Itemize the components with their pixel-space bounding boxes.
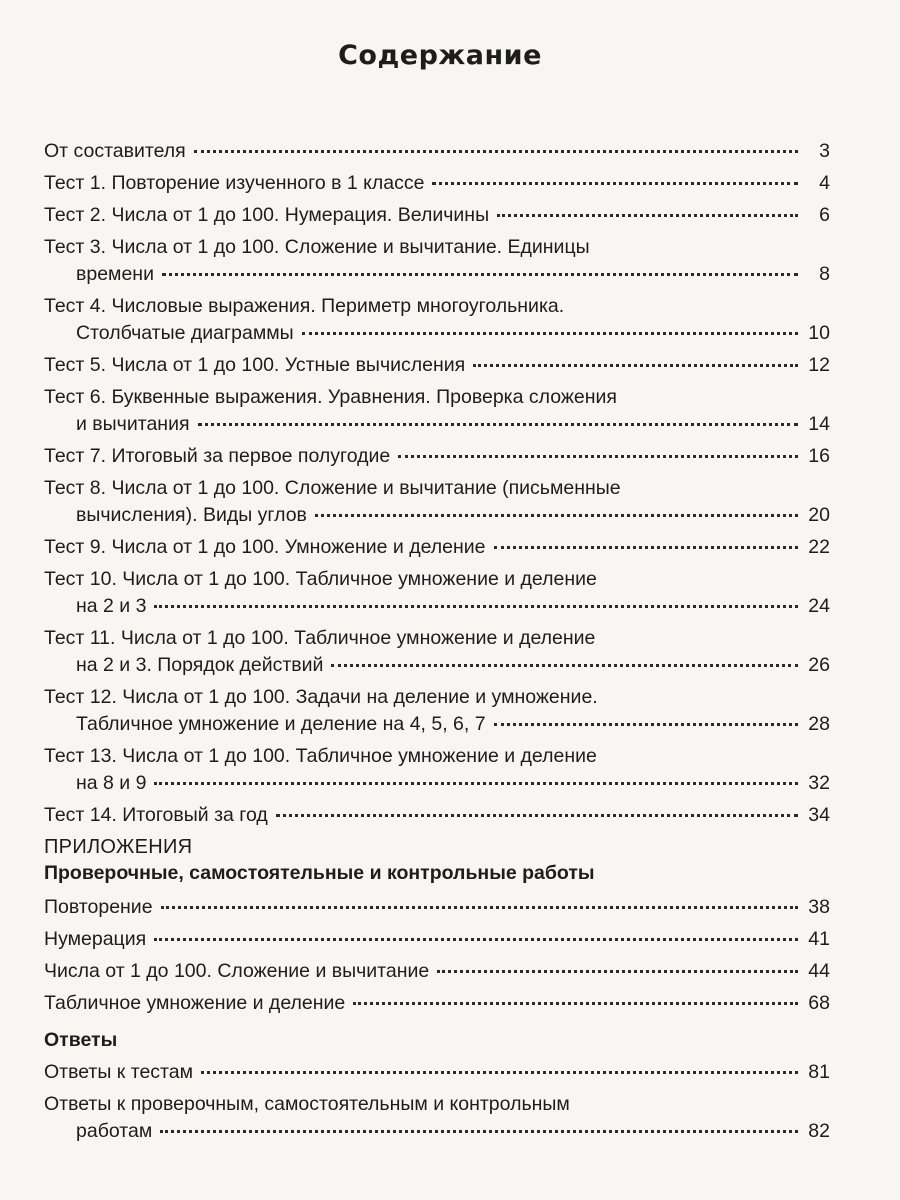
dot-leader xyxy=(497,214,798,217)
toc-entry-page: 3 xyxy=(819,140,830,162)
toc-entry-page: 12 xyxy=(808,354,830,376)
toc-entry-title-line2: времени xyxy=(76,263,154,285)
dot-leader xyxy=(154,938,798,941)
dot-leader xyxy=(432,182,798,185)
toc-entry-title: Тест 7. Итоговый за первое полугодие xyxy=(44,445,391,467)
toc-entry-test-13 xyxy=(44,743,830,797)
toc-entry-title-line2: на 2 и 3 xyxy=(76,595,147,617)
appendix-entry-numeration xyxy=(44,926,830,953)
appendix-entry-addition xyxy=(44,958,830,985)
toc-entry-title-line1: Тест 12. Числа от 1 до 100. Задачи на деление и умножение. xyxy=(44,686,598,708)
toc-entry-title-line1: Ответы к проверочным, самостоятельным и контрольным xyxy=(44,1093,570,1115)
toc-entry-page: 38 xyxy=(808,896,830,918)
dot-leader xyxy=(494,723,798,726)
toc-entry-page: 28 xyxy=(808,713,830,735)
toc-entry-test-8 xyxy=(44,475,830,529)
toc-entry-test-14 xyxy=(44,802,830,829)
toc-entry-title-line1: Тест 8. Числа от 1 до 100. Сложение и вычитание (письменные xyxy=(44,477,621,499)
toc-entry-test-5 xyxy=(44,352,830,379)
page-title: Содержание xyxy=(338,40,542,71)
appendix-heading: ПРИЛОЖЕНИЯ xyxy=(44,836,193,858)
dot-leader xyxy=(353,1002,798,1005)
dot-leader xyxy=(315,514,798,517)
toc-entry-title: Табличное умножение и деление xyxy=(44,992,346,1014)
toc-entry-test-3 xyxy=(44,234,830,288)
answers-heading: Ответы xyxy=(44,1029,118,1051)
toc-entry-title-line1: Тест 4. Числовые выражения. Периметр многоугольника. xyxy=(44,295,565,317)
toc-entry-title: Тест 1. Повторение изученного в 1 классе xyxy=(44,172,425,194)
toc-entry-test-12 xyxy=(44,684,830,738)
toc-entry-page: 14 xyxy=(808,413,830,435)
dot-leader xyxy=(398,455,798,458)
toc-entry-title-line2: вычисления). Виды углов xyxy=(76,504,307,526)
dot-leader xyxy=(154,605,798,608)
toc-entry-title-line2: Табличное умножение и деление на 4, 5, 6, 7 xyxy=(76,713,486,735)
answers-entry-tests xyxy=(44,1059,830,1086)
toc-entry-title-line2: Столбчатые диаграммы xyxy=(76,322,294,344)
toc-entry-title-line2: на 8 и 9 xyxy=(76,772,147,794)
toc-entry-page: 32 xyxy=(808,772,830,794)
toc-entry-page: 34 xyxy=(808,804,830,826)
toc-entry-page: 82 xyxy=(808,1120,830,1142)
toc-entry-title: Тест 9. Числа от 1 до 100. Умножение и деление xyxy=(44,536,486,558)
toc-entry-title-line1: Тест 11. Числа от 1 до 100. Табличное умножение и деление xyxy=(44,627,596,649)
toc-entry-page: 20 xyxy=(808,504,830,526)
toc-entry-title: Тест 5. Числа от 1 до 100. Устные вычисления xyxy=(44,354,466,376)
toc-entry-page: 4 xyxy=(819,172,830,194)
table-of-contents xyxy=(44,138,830,1150)
toc-entry-intro xyxy=(44,138,830,165)
toc-entry-title: Числа от 1 до 100. Сложение и вычитание xyxy=(44,960,430,982)
toc-entry-title-line1: Тест 13. Числа от 1 до 100. Табличное умножение и деление xyxy=(44,745,597,767)
toc-entry-test-9 xyxy=(44,534,830,561)
toc-entry-title: Тест 2. Числа от 1 до 100. Нумерация. Величины xyxy=(44,204,490,226)
dot-leader xyxy=(194,150,798,153)
toc-entry-title: Повторение xyxy=(44,896,153,918)
toc-entry-test-7 xyxy=(44,443,830,470)
toc-entry-test-1 xyxy=(44,170,830,197)
toc-entry-page: 16 xyxy=(808,445,830,467)
dot-leader xyxy=(162,273,798,276)
toc-entry-page: 8 xyxy=(819,263,830,285)
toc-entry-title-line2: и вычитания xyxy=(76,413,190,435)
appendix-entry-review xyxy=(44,894,830,921)
toc-entry-page: 22 xyxy=(808,536,830,558)
toc-entry-page: 10 xyxy=(808,322,830,344)
toc-entry-test-2 xyxy=(44,202,830,229)
toc-entry-page: 68 xyxy=(808,992,830,1014)
dot-leader xyxy=(154,782,798,785)
dot-leader xyxy=(161,906,798,909)
appendix-entry-multiplication xyxy=(44,990,830,1017)
toc-entry-page: 6 xyxy=(819,204,830,226)
toc-entry-title-line1: Тест 6. Буквенные выражения. Уравнения. Проверка сложения xyxy=(44,386,617,408)
toc-entry-page: 44 xyxy=(808,960,830,982)
toc-entry-title: От составителя xyxy=(44,140,186,162)
toc-entry-page: 26 xyxy=(808,654,830,676)
toc-entry-test-11 xyxy=(44,625,830,679)
dot-leader xyxy=(494,546,798,549)
toc-entry-test-6 xyxy=(44,384,830,438)
toc-entry-test-10 xyxy=(44,566,830,620)
dot-leader xyxy=(473,364,798,367)
toc-entry-title-line1: Тест 10. Числа от 1 до 100. Табличное умножение и деление xyxy=(44,568,597,590)
appendix-subheading: Проверочные, самостоятельные и контрольные работы xyxy=(44,862,595,884)
answers-entry-works xyxy=(44,1091,830,1145)
toc-entry-title: Нумерация xyxy=(44,928,147,950)
dot-leader xyxy=(276,814,798,817)
dot-leader xyxy=(437,970,798,973)
dot-leader xyxy=(198,423,798,426)
toc-entry-title-line1: Тест 3. Числа от 1 до 100. Сложение и вычитание. Единицы xyxy=(44,236,590,258)
toc-entry-page: 81 xyxy=(808,1061,830,1083)
toc-entry-title: Ответы к тестам xyxy=(44,1061,194,1083)
toc-entry-title-line2: на 2 и 3. Порядок действий xyxy=(76,654,324,676)
toc-entry-title: Тест 14. Итоговый за год xyxy=(44,804,268,826)
dot-leader xyxy=(160,1130,798,1133)
dot-leader xyxy=(201,1071,798,1074)
toc-entry-test-4 xyxy=(44,293,830,347)
dot-leader xyxy=(302,332,798,335)
dot-leader xyxy=(331,664,798,667)
toc-entry-page: 24 xyxy=(808,595,830,617)
toc-entry-title-line2: работам xyxy=(76,1120,153,1142)
toc-entry-page: 41 xyxy=(808,928,830,950)
